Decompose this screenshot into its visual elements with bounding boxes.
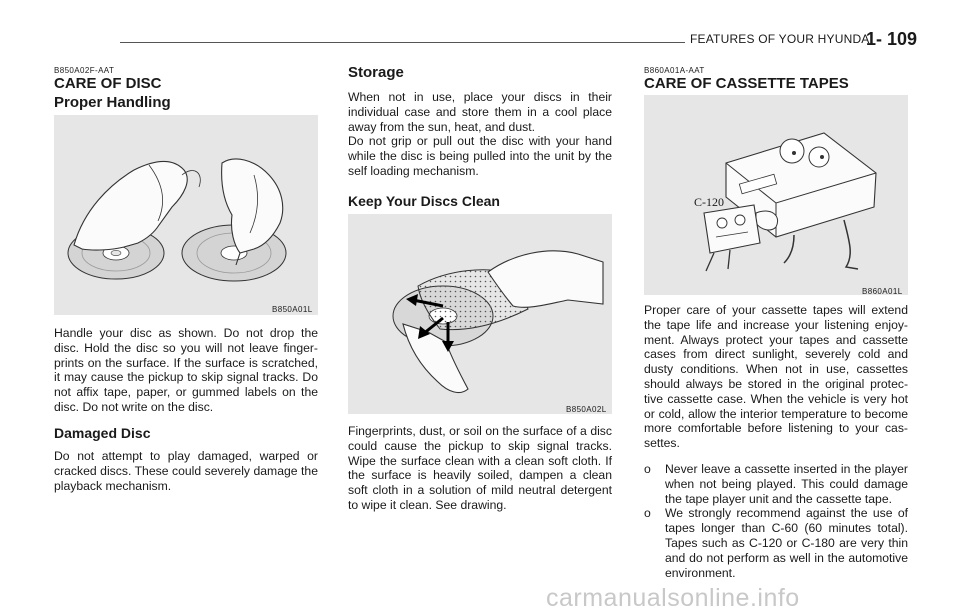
subsection-title-clean: Keep Your Discs Clean [348,193,500,209]
disc-cleaning-drawing [348,214,612,414]
storage-paragraph-1: When not in use, place your discs in their individual case and store them in a cool place away from the sun, heat, and dust. [348,90,612,134]
handling-paragraph: Handle your disc as shown. Do not drop the disc. Hold the disc so you will not leave finger-prints on the surface. If the surface is scratched, it may cause the pickup to skip signal tracks. Do not affix tape, paper, or gummed labels on the disc. Do not write on the disc. [54,326,318,414]
section-code-disc: B850A02F-AAT [54,66,115,75]
subsection-title-storage: Storage [348,64,404,81]
bullet-marker: o [644,462,651,476]
figure-label-b850a02l: B850A02L [566,405,607,414]
disc-cleaning-illustration [348,214,612,414]
header-rule [120,42,685,43]
subsection-title-handling: Proper Handling [54,94,171,111]
bullet-text: Never leave a cassette inserted in the player when not being played. This could damage the tape player unit and the cassette tape. [665,462,908,506]
list-item [644,462,908,506]
cleaning-paragraph: Fingerprints, dust, or soil on the surface of a disc could cause the pickup to skip signal tracks. Wipe the surface clean with a clean soft cloth. If the surface is heavily soiled, dampen a clean soft cloth in a solution of mild neutral detergent to wipe it clean. See drawing. [348,424,612,512]
cassette-intro-paragraph: Proper care of your cassette tapes will extend the tape life and increase your listening enjoy-ment. Always protect your tapes and cassette cases from direct sunlight, severely cold and dusty conditions. When not in use, cassettes should always be stored in the original protec-tive cassette case. When the vehicle is very hot or cold, allow the interior temperature to become more comfortable before listening to your cas-settes. [644,303,908,451]
bullet-text: We strongly recommend against the use of tapes longer than C-60 (60 minutes total). Tapes such as C-120 or C-180 are very thin and do not perform as well in the automotive environment. [665,506,908,580]
storage-paragraph-2: Do not grip or pull out the disc with your hand while the disc is being pulled into the unit by the self loading mechanism. [348,134,612,178]
bullet-marker: o [644,506,651,521]
subsection-title-damaged: Damaged Disc [54,425,151,441]
disc-handling-drawing [54,115,318,315]
figure-label-b850a01l: B850A01L [272,305,313,314]
section-code-cassette: B860A01A-AAT [644,66,705,75]
figure-label-b860a01l: B860A01L [862,287,903,296]
list-item [644,506,908,580]
cassette-care-drawing [644,95,908,295]
running-header: FEATURES OF YOUR HYUNDAI [690,32,874,46]
damaged-paragraph: Do not attempt to play damaged, warped or cracked discs. These could severely damage the playback mechanism. [54,449,318,493]
cassette-bullet-list [644,462,908,580]
cassette-label-text: C-120 [694,195,724,209]
watermark: carmanualsonline.info [546,584,800,612]
section-title-disc: CARE OF DISC [54,75,162,92]
section-title-cassette: CARE OF CASSETTE TAPES [644,75,849,92]
disc-handling-illustration [54,115,318,315]
page-number: 1- 109 [866,29,918,49]
cassette-care-illustration [644,95,908,295]
